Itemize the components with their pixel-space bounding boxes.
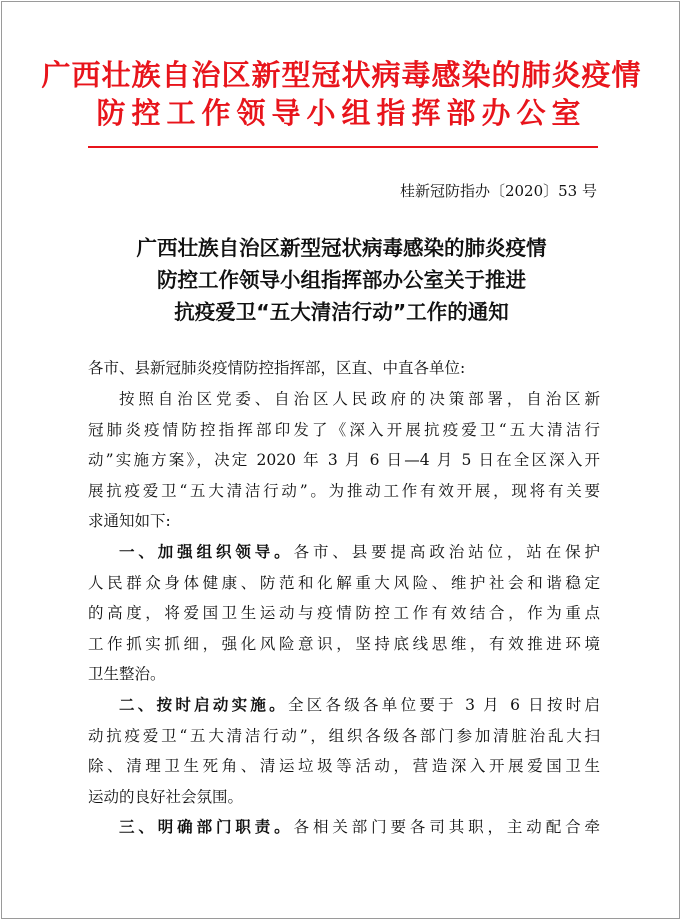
notice-title-line-1: 广西壮族自治区新型冠状病毒感染的肺炎疫情 — [136, 236, 547, 260]
notice-title-line-3: 抗疫爱卫“五大清洁行动”工作的通知 — [174, 300, 509, 324]
issuer-header-line-1: 广西壮族自治区新型冠状病毒感染的肺炎疫情 — [41, 58, 642, 92]
paragraph-line — [88, 537, 600, 568]
paragraph-line — [88, 690, 600, 721]
paragraph-line: 冠肺炎疫情防控指挥部印发了《深入开展抗疫爱卫“五大清洁行 — [88, 420, 600, 439]
paragraph-line: 卫生整治。 — [88, 665, 166, 684]
paragraph-line: 运动的良好社会氛围。 — [88, 787, 244, 806]
notice-title-line-2: 防控工作领导小组指挥部办公室关于推进 — [157, 268, 526, 292]
paragraph-line: 除、清理卫生死角、清运垃圾等活动，营造深入开展爱国卫生 — [88, 757, 600, 776]
paragraph-line: 的高度，将爱国卫生运动与疫情防控工作有效结合，作为重点 — [88, 604, 600, 623]
document-number: 桂新冠防指办〔2020〕53 号 — [399, 182, 597, 200]
red-separator-rule — [88, 146, 598, 148]
paragraph-line: 动”实施方案》，决定 2020 年 3 月 6 日—4 月 5 日在全区深入开 — [88, 451, 600, 470]
paragraph-line: 工作抓实抓细，强化风险意识，坚持底线思维，有效推进环境 — [88, 634, 600, 653]
paragraph-line: 求通知如下: — [88, 512, 171, 531]
paragraph-line: 展抗疫爱卫“五大清洁行动”。为推动工作有效开展，现将有关要 — [88, 481, 600, 500]
section-2-text: 全区各级各单位要于 3 月 6 日按时启 — [287, 696, 600, 714]
paragraph-line: 人民群众身体健康、防范和化解重大风险、维护社会和谐稳定 — [88, 573, 600, 592]
section-2-paragraph — [88, 690, 600, 812]
section-1-text: 各市、县要提高政治站位，站在保护 — [293, 543, 600, 561]
section-3-text: 各相关部门要各司其职，主动配合牵 — [293, 818, 600, 836]
paragraph-line: 动抗疫爱卫“五大清洁行动”，组织各级各部门参加清脏治乱大扫 — [88, 726, 600, 745]
intro-paragraph — [88, 384, 600, 537]
paragraph-line: 按照自治区党委、自治区人民政府的决策部署，自治区新 — [119, 390, 600, 408]
section-1-paragraph — [88, 537, 600, 690]
issuer-header-line-2: 防控工作领导小组指挥部办公室 — [96, 96, 587, 130]
paragraph-line — [88, 812, 600, 843]
salutation: 各市、县新冠肺炎疫情防控指挥部，区直、中直各单位: — [88, 359, 466, 377]
section-3-heading: 三、明确部门职责。 — [119, 818, 294, 836]
section-3-paragraph — [88, 812, 600, 843]
section-2-heading: 二、按时启动实施。 — [119, 696, 288, 714]
section-1-heading: 一、加强组织领导。 — [119, 543, 294, 561]
